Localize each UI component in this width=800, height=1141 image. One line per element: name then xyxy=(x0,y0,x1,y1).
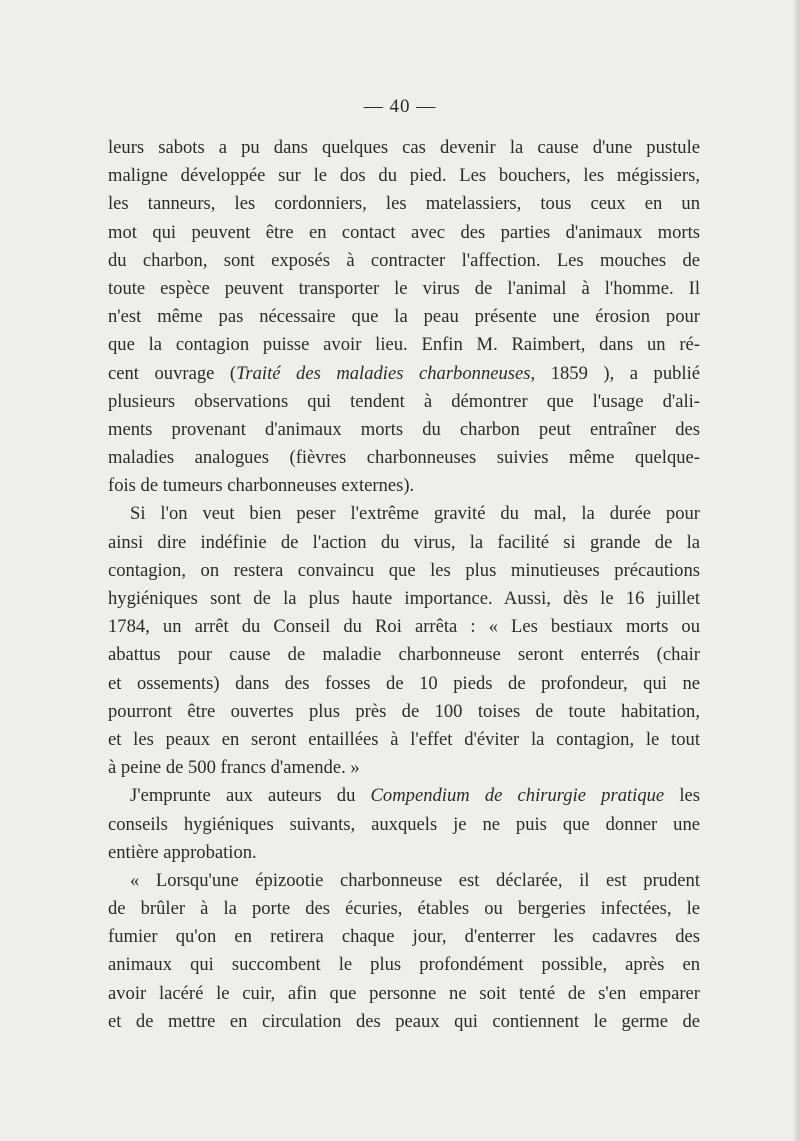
text-line xyxy=(108,360,700,388)
text-line: abattus pour cause de maladie charbonneuse seront enterrés (chair xyxy=(108,644,700,666)
text-line: ments provenant d'animaux morts du charbon peut entraîner des xyxy=(108,418,700,440)
text-line: et de mettre en circulation des peaux qui contiennent le germe de xyxy=(108,1010,700,1032)
text-line: du charbon, sont exposés à contracter l'affection. Les mouches de xyxy=(108,249,700,271)
text-line: leurs sabots a pu dans quelques cas devenir la cause d'une pustule xyxy=(108,137,700,158)
text-line: fois de tumeurs charbonneuses externes). xyxy=(108,475,415,497)
text-line: ainsi dire indéfinie de l'action du virus, la facilité si grande de la xyxy=(108,531,700,553)
text-line: plusieurs observations qui tendent à démontrer que l'usage d'ali- xyxy=(108,390,700,412)
text-line: avoir lacéré le cuir, afin que personne ne soit tenté de s'en emparer xyxy=(108,982,700,1004)
book-title-italic: Traité des maladies charbonneuses, xyxy=(236,362,536,384)
text-line: animaux qui succombent le plus profondément possible, après en xyxy=(108,954,700,976)
text-line: fumier qu'on en retirera chaque jour, d'enterrer les cadavres des xyxy=(108,926,700,948)
text-segment: J'emprunte aux auteurs du xyxy=(130,785,371,807)
text-line: maligne développée sur le dos du pied. Les bouchers, les mégissiers, xyxy=(108,165,700,187)
text-line: hygiéniques sont de la plus haute importance. Aussi, dès le 16 juillet xyxy=(108,588,700,609)
book-title-italic: Compendium de chirurgie pratique xyxy=(370,785,665,807)
text-segment: les xyxy=(664,785,700,807)
page-number: — 40 — xyxy=(363,96,437,117)
text-line: maladies analogues (fièvres charbonneuses suivies même quelque- xyxy=(108,447,700,469)
text-line: les tanneurs, les cordonniers, les matelassiers, tous ceux en un xyxy=(108,193,700,215)
text-line: et ossements) dans des fosses de 10 pieds de profondeur, qui ne xyxy=(108,672,700,694)
text-line xyxy=(108,782,700,810)
text-line: que la contagion puisse avoir lieu. Enfin M. Raimbert, dans un ré- xyxy=(108,334,700,356)
text-line: mot qui peuvent être en contact avec des parties d'animaux morts xyxy=(108,221,700,243)
text-line: « Lorsqu'une épizootie charbonneuse est déclarée, il est prudent xyxy=(130,869,700,891)
text-line: toute espèce peuvent transporter le virus de l'animal à l'homme. Il xyxy=(108,277,700,299)
text-line: et les peaux en seront entaillées à l'effet d'éviter la contagion, le tout xyxy=(108,728,700,750)
text-segment: cent ouvrage ( xyxy=(108,362,237,384)
text-line: pourront être ouvertes plus près de 100 toises de toute habitation, xyxy=(108,700,700,722)
text-line: contagion, on restera convaincu que les plus minutieuses précautions xyxy=(108,559,700,581)
text-line: n'est même pas nécessaire que la peau présente une érosion pour xyxy=(108,306,700,328)
text-segment: 1859 ), a publié xyxy=(535,362,701,384)
text-line: 1784, un arrêt du Conseil du Roi arrêta : « Les bestiaux morts ou xyxy=(108,616,700,638)
page-edge-shadow xyxy=(794,0,800,1141)
text-line: conseils hygiéniques suivants, auxquels je ne puis que donner une xyxy=(108,813,700,835)
body-text xyxy=(108,134,700,1036)
text-line: de brûler à la porte des écuries, étables ou bergeries infectées, le xyxy=(108,898,700,920)
text-line: Si l'on veut bien peser l'extrême gravité du mal, la durée pour xyxy=(130,503,700,525)
text-line: à peine de 500 francs d'amende. » xyxy=(108,757,360,779)
text-line: entière approbation. xyxy=(108,841,257,863)
